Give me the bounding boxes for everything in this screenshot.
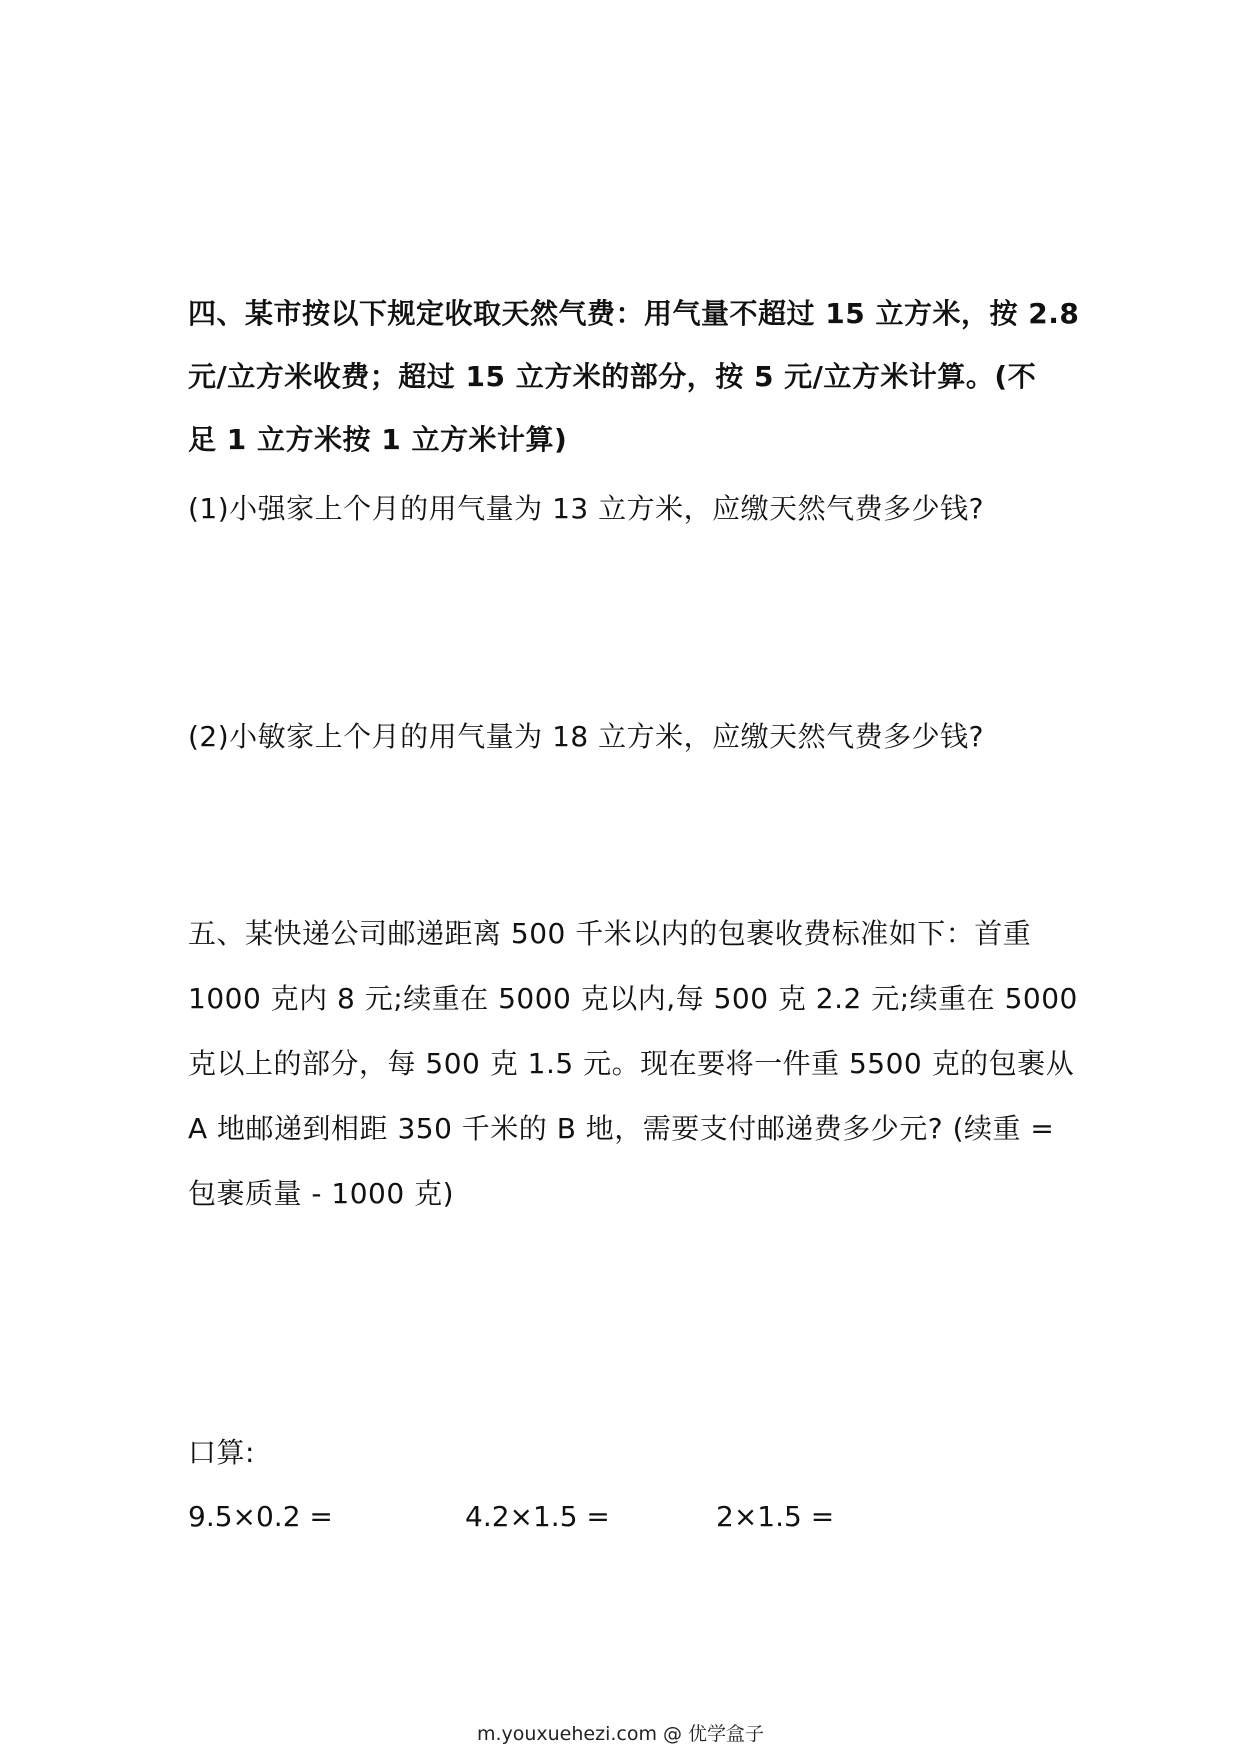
section4-line2: 元/立方米收费；超过 15 立方米的部分，按 5 元/立方米计算。(不 — [188, 360, 1037, 393]
mental-math-item-3: 2×1.5 = — [716, 1500, 835, 1533]
section4-line1: 四、某市按以下规定收取天然气费：用气量不超过 15 立方米，按 2.8 — [188, 297, 1080, 330]
mental-math-title: 口算: — [188, 1436, 255, 1469]
section5-line4: A 地邮递到相距 350 千米的 B 地，需要支付邮递费多少元? (续重 = — [188, 1112, 1055, 1145]
mental-math-item-1: 9.5×0.2 = — [188, 1500, 333, 1533]
section5-line1: 五、某快递公司邮递距离 500 千米以内的包裹收费标准如下：首重 — [188, 917, 1032, 950]
mental-math-item-2: 4.2×1.5 = — [465, 1500, 610, 1533]
section5-line3: 克以上的部分，每 500 克 1.5 元。现在要将一件重 5500 克的包裹从 — [188, 1047, 1075, 1080]
section5-line5: 包裹质量 - 1000 克) — [188, 1177, 454, 1210]
footer-watermark: m.youxuehezi.com @ 优学盒子 — [476, 1723, 765, 1745]
section4-line3: 足 1 立方米按 1 立方米计算) — [188, 423, 568, 456]
section4-question1: (1)小强家上个月的用气量为 13 立方米，应缴天然气费多少钱? — [188, 492, 984, 525]
section4-question2: (2)小敏家上个月的用气量为 18 立方米，应缴天然气费多少钱? — [188, 720, 984, 753]
section5-line2: 1000 克内 8 元;续重在 5000 克以内,每 500 克 2.2 元;续重在 5000 — [188, 982, 1078, 1015]
